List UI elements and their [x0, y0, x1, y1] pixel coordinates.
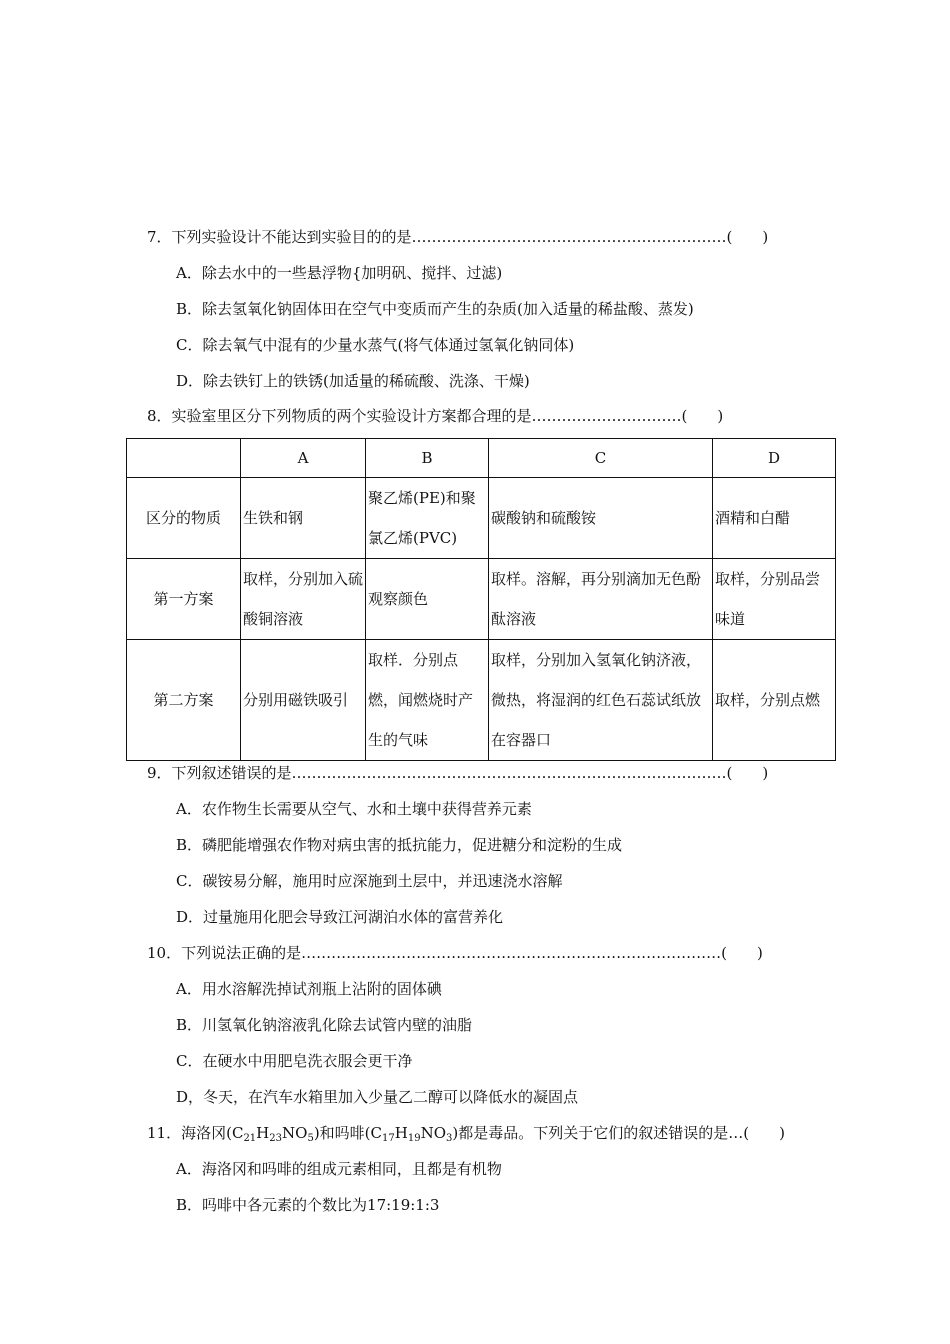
table-row	[127, 640, 836, 761]
table-header-cell: A	[241, 439, 366, 478]
q11-stem-post: )都是毒品。下列关于它们的叙述错误的是…( )	[452, 1124, 785, 1142]
q11-option-b: B．吗啡中各元素的个数比为17:19:1:3	[176, 1196, 440, 1214]
q10-option-a: A．用水溶解洗掉试剂瓶上沾附的固体碘	[176, 980, 442, 998]
table-row-label: 第一方案	[127, 559, 241, 640]
q8-stem: 8．实验室里区分下列物质的两个实验设计方案都合理的是	[147, 407, 532, 425]
q7-option-a: A．除去水中的一些悬浮物{加明矾、搅拌、过滤)	[176, 264, 503, 282]
q10-option-b: B．川氢氧化钠溶液乳化除去试管内壁的油脂	[176, 1016, 473, 1034]
q11-option-a: A．海洛冈和吗啡的组成元素相同，且都是有机物	[176, 1160, 502, 1178]
q7-answer-paren: ( )	[726, 228, 769, 246]
q10-stem-line	[147, 943, 763, 963]
q9-dots: ……………………………………………………………………………	[291, 764, 727, 782]
table-header-cell	[127, 439, 241, 478]
q10-dots: …………………………………………………………………………	[301, 944, 722, 962]
table-cell: 碳酸钠和硫酸铵	[489, 478, 713, 559]
table-cell: 酒精和白醋	[713, 478, 836, 559]
table-row-label: 第二方案	[127, 640, 241, 761]
table-cell: 取样，分别点燃	[713, 640, 836, 761]
morphine-formula: $C_{17}H_{19}NO_3$	[370, 1124, 453, 1144]
table-header-cell: B	[366, 439, 489, 478]
table-cell: 取样，分别品尝味道	[713, 559, 836, 640]
q7-stem: 7．下列实验设计不能达到实验目的的是	[147, 228, 412, 246]
table-cell: 分别用磁铁吸引	[241, 640, 366, 761]
q11-stem-pre: 11．海洛冈(	[147, 1124, 232, 1142]
q10-option-c: C．在硬水中用肥皂洗衣服会更干净	[176, 1052, 413, 1070]
q11-stem-mid: )和吗啡(	[313, 1124, 371, 1142]
table-cell: 生铁和钢	[241, 478, 366, 559]
table-cell: 取样。溶解，再分别滴加无色酚酞溶液	[489, 559, 713, 640]
q8-comparison-table	[126, 438, 836, 761]
q8-stem-line	[147, 406, 723, 426]
q7-dots: ………………………………………………………	[411, 228, 727, 246]
q7-option-d: D．除去铁钉上的铁锈(加适量的稀硫酸、洗涤、干燥)	[176, 372, 530, 390]
q10-option-d: D，冬天，在汽车水箱里加入少量乙二醇可以降低水的凝固点	[176, 1088, 579, 1106]
table-header-row	[127, 439, 836, 478]
q9-option-d: D．过量施用化肥会导致江河湖泊水体的富营养化	[176, 908, 504, 926]
q9-option-c: C．碳铵易分解，施用时应深施到土层中，并迅速浇水溶解	[176, 872, 563, 890]
q7-option-c: C．除去氧气中混有的少量水蒸气(将气体通过氢氧化钠同体)	[176, 336, 575, 354]
table-cell: 观察颜色	[366, 559, 489, 640]
heroin-formula: $C_{21}H_{23}NO_5$	[231, 1124, 314, 1144]
q9-answer-paren: ( )	[726, 764, 769, 782]
q9-stem-line	[147, 763, 768, 783]
q8-answer-paren: ( )	[681, 407, 724, 425]
table-cell: 聚乙烯(PE)和聚氯乙烯(PVC)	[366, 478, 489, 559]
q10-answer-paren: ( )	[721, 944, 763, 962]
table-cell: 取样，分别加入硫酸铜溶液	[241, 559, 366, 640]
table-header-cell: C	[489, 439, 713, 478]
table-cell: 取样，分别加入氢氧化钠济液，微热，将湿润的红色石蕊试纸放在容器口	[489, 640, 713, 761]
q7-stem-line	[147, 227, 768, 247]
q10-stem: 10．下列说法正确的是	[147, 944, 302, 962]
table-header-cell: D	[713, 439, 836, 478]
q9-option-a: A．农作物生长需要从空气、水和土壤中获得营养元素	[176, 800, 532, 818]
table-row-label: 区分的物质	[127, 478, 241, 559]
q9-stem: 9．下列叙述错误的是	[147, 764, 292, 782]
table-row	[127, 478, 836, 559]
q7-option-b: B．除去氢氧化钠固体田在空气中变质而产生的杂质(加入适量的稀盐酸、蒸发)	[176, 300, 694, 318]
table-row	[127, 559, 836, 640]
q9-option-b: B．磷肥能增强农作物对病虫害的抵抗能力，促进糖分和淀粉的生成	[176, 836, 623, 854]
q8-dots: …………………………	[531, 407, 682, 425]
q11-stem-line	[147, 1123, 785, 1143]
table-cell: 取样．分别点燃，闻燃烧时产生的气味	[366, 640, 489, 761]
